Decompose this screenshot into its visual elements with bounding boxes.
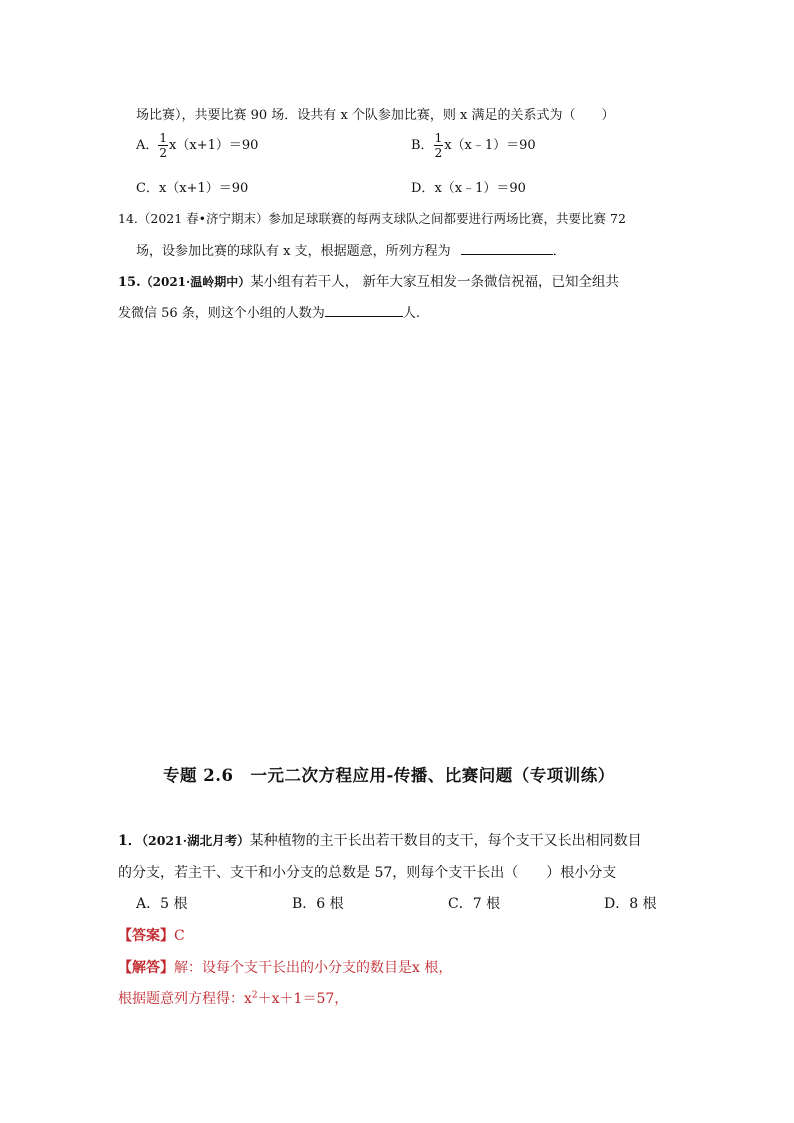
q15-line2-text: 发微信 56 条，则这个小组的人数为 (118, 306, 325, 321)
q1-number: 1． (118, 833, 142, 849)
option-expression: x（x﹣1）＝90 (434, 181, 526, 196)
q13-line-tail: 场比赛），共要比赛 90 场．设共有 x 个队参加比赛，则 x 满足的关系式为（ ） (136, 108, 615, 123)
section-title: 专题 2.6 一元二次方程应用-传播、比赛问题（专项训练） (163, 766, 615, 785)
q15-number: 15. (118, 275, 141, 290)
option-expression: x（x+1）＝90 (158, 181, 249, 196)
fraction: $\frac{1}{2}$ (159, 131, 168, 160)
answer-value: C (174, 928, 185, 944)
q15-text: 某小组有若干人， 新年大家互相发一条微信祝福，已知全组共 (250, 274, 619, 290)
q1-text: 某种植物的主干长出若干数目的支干，每个支干又长出相同数目 (249, 833, 642, 849)
answer-blank[interactable] (461, 242, 553, 255)
equation-line (118, 988, 348, 1008)
answer-line (118, 925, 185, 945)
q14-line2-end: ． (552, 244, 566, 259)
q15-source: （2021·温岭期中） (140, 275, 251, 289)
q1-line1 (118, 830, 642, 850)
equation-rest: ＋x＋1＝57， (257, 991, 349, 1007)
q13-option-c (136, 177, 248, 196)
q15-line2-end: 人. (402, 306, 420, 321)
q1-option-a: A．5 根 (136, 896, 188, 912)
q1-option-c: C．7 根 (448, 896, 501, 912)
q1-option-b: B．6 根 (292, 896, 344, 912)
option-letter: B． (411, 138, 434, 153)
q1-line2: 的分支，若主干、支干和小分支的总数是 57，则每个支干长出（ ）根小分支 (118, 865, 617, 881)
q15-line2 (118, 302, 420, 321)
solution-line (118, 957, 452, 977)
q1-option-d: D．8 根 (604, 896, 657, 912)
q14-line2-text: 场，设参加比赛的球队有 x 支，根据题意，所列方程为 (136, 244, 451, 259)
q13-option-d (411, 177, 526, 196)
answer-blank[interactable] (325, 304, 403, 317)
fraction: $\frac{1}{2}$ (434, 131, 443, 160)
q15-line1 (118, 270, 619, 290)
option-expression: x（x﹣1）＝90 (444, 138, 536, 153)
q1-source: （2021·湖北月考） (141, 833, 250, 848)
solution-label: 【解答】 (118, 960, 174, 976)
answer-label: 【答案】 (118, 928, 174, 944)
option-letter: C． (136, 181, 159, 196)
q14-line2 (136, 240, 566, 259)
option-letter: D． (411, 181, 435, 196)
option-letter: A． (136, 138, 159, 153)
q13-option-a (136, 132, 258, 159)
equation-exponent: 2 (251, 990, 258, 1001)
q13-option-b (411, 132, 536, 159)
q14-line1: 14.（2021 春•济宁期末）参加足球联赛的每两支球队之间都要进行两场比赛，共要比赛 72 (118, 211, 626, 226)
option-expression: x（x+1）＝90 (169, 138, 259, 153)
equation-text: 根据题意列方程得：x (118, 991, 252, 1007)
solution-text: 解：设每个支干长出的小分支的数目是x 根， (174, 960, 453, 976)
